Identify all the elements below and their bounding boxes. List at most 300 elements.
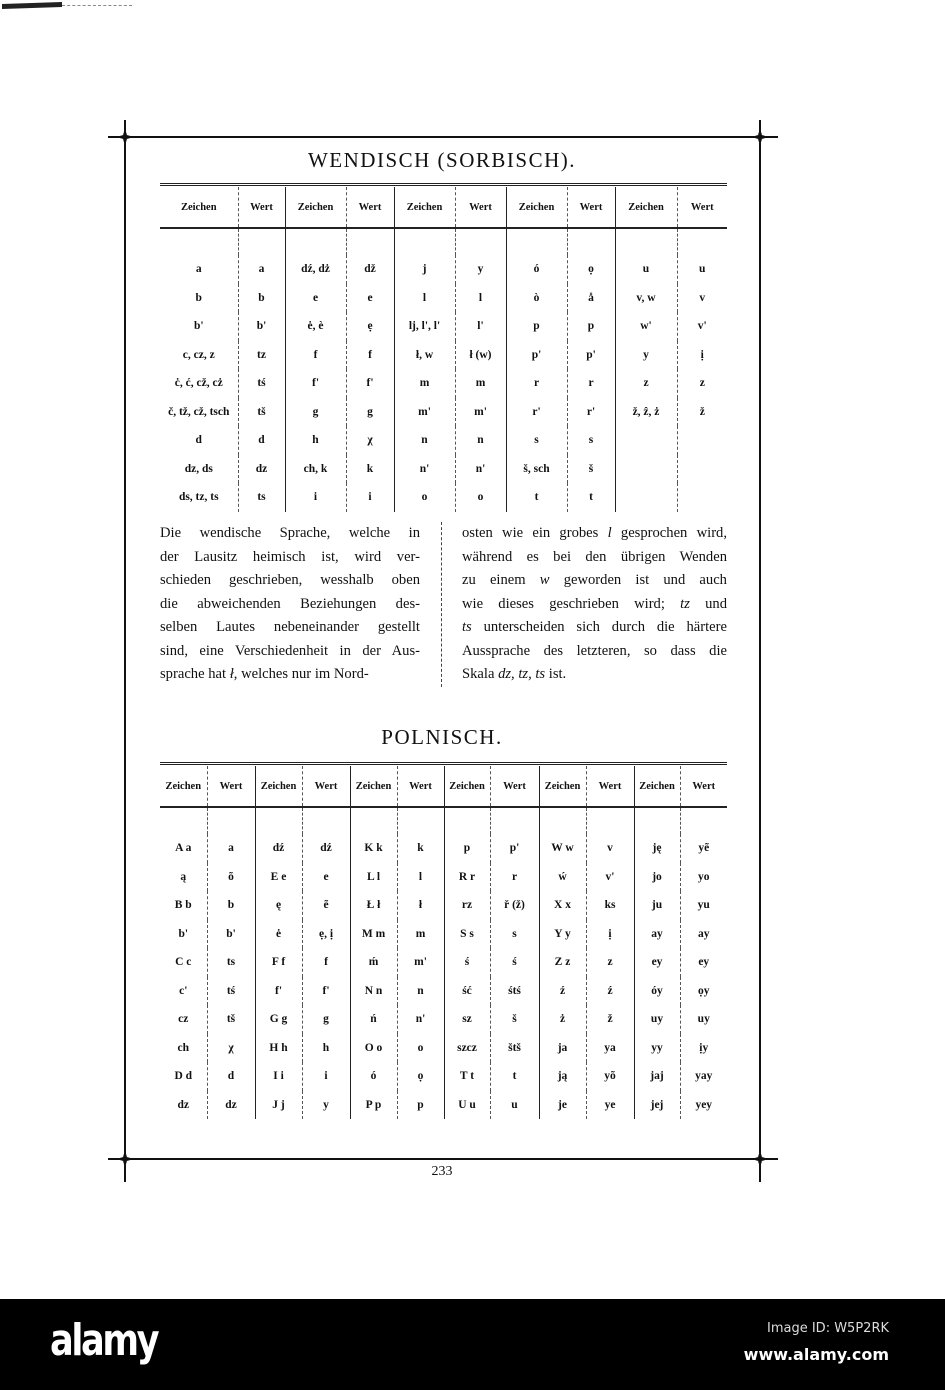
cell-zeichen: F f xyxy=(255,948,302,977)
column-header-wert: Wert xyxy=(490,766,539,807)
cell-zeichen: h xyxy=(285,426,346,455)
table-top-rule xyxy=(160,183,727,186)
text-line xyxy=(462,640,727,664)
cell-wert xyxy=(677,426,727,455)
cell-zeichen: š, sch xyxy=(506,455,567,484)
cell-wert: f' xyxy=(302,977,350,1006)
cell-zeichen: z xyxy=(615,369,677,398)
italic-text: ts xyxy=(462,619,472,635)
cell-wert: k xyxy=(346,455,394,484)
italic-text: w xyxy=(539,572,550,588)
text-line xyxy=(160,640,420,664)
cell-wert: n xyxy=(455,426,506,455)
cell-zeichen: N n xyxy=(350,977,397,1006)
cell-zeichen: b' xyxy=(178,927,189,940)
cell-wert: d xyxy=(238,426,285,455)
cell-zeichen: l xyxy=(394,284,455,313)
cell-zeichen: sz xyxy=(444,1005,490,1034)
cell-wert: m xyxy=(397,920,444,949)
cell-zeichen: ds, tz, ts xyxy=(178,491,219,504)
cell-zeichen: o xyxy=(394,483,455,512)
text-line xyxy=(462,593,727,617)
cell-zeichen: dz xyxy=(177,1098,189,1111)
cell-wert: l xyxy=(455,284,506,313)
cell-wert: p xyxy=(567,312,615,341)
cell-zeichen: je xyxy=(539,1091,586,1120)
cell-wert: š xyxy=(490,1005,539,1034)
cell-zeichen: Ł ł xyxy=(350,891,397,920)
cell-wert: e xyxy=(302,863,350,892)
cell-zeichen: a xyxy=(195,263,202,276)
table-row xyxy=(160,1034,727,1063)
cell-zeichen: ė, è xyxy=(285,312,346,341)
wendisch-alphabet-table xyxy=(160,187,727,512)
text-segment: die abweichenden Beziehungen des- xyxy=(160,595,420,612)
text-segment: unterscheiden sich durch die härtere xyxy=(471,619,727,635)
italic-text: dz, tz, ts xyxy=(498,666,546,682)
cell-wert: õ xyxy=(207,863,255,892)
image-id: Image ID: W5P2RK xyxy=(767,1321,889,1336)
cell-zeichen: ł, w xyxy=(394,341,455,370)
cell-wert: m xyxy=(455,369,506,398)
italic-text: tz xyxy=(680,595,690,612)
frame-left-rule xyxy=(124,120,126,1182)
cell-wert: ya xyxy=(586,1034,634,1063)
cell-zeichen xyxy=(615,483,677,512)
page-number: 233 xyxy=(431,1164,453,1179)
text-line xyxy=(160,616,420,640)
column-header-zeichen: Zeichen xyxy=(160,187,238,228)
cell-zeichen xyxy=(615,426,677,455)
cell-wert: yu xyxy=(680,891,727,920)
text-line xyxy=(462,663,727,687)
cell-wert: tś xyxy=(207,977,255,1006)
cell-wert: b' xyxy=(238,312,285,341)
text-segment: und xyxy=(689,595,727,612)
table-row xyxy=(160,426,727,455)
cell-wert: v xyxy=(677,284,727,313)
cell-wert: r xyxy=(490,863,539,892)
corner-ornament-icon xyxy=(118,130,132,144)
cell-wert: ẽ xyxy=(302,891,350,920)
cell-zeichen: f' xyxy=(255,977,302,1006)
column-header-wert: Wert xyxy=(677,187,727,228)
cell-zeichen: g xyxy=(285,398,346,427)
table-row xyxy=(160,1091,727,1120)
cell-zeichen: S s xyxy=(444,920,490,949)
cell-wert: b' xyxy=(207,920,255,949)
cell-zeichen: p xyxy=(444,834,490,863)
cell-zeichen: óy xyxy=(634,977,680,1006)
cell-zeichen: yy xyxy=(634,1034,680,1063)
text-segment: , welches nur im Nord- xyxy=(233,666,369,682)
cell-wert: o xyxy=(397,1034,444,1063)
cell-zeichen: v, w xyxy=(615,284,677,313)
cell-wert xyxy=(677,483,727,512)
cell-wert: l xyxy=(397,863,444,892)
text-segment: ist. xyxy=(545,666,567,682)
cell-wert: b xyxy=(238,284,285,313)
cell-zeichen: c' xyxy=(179,984,188,997)
table-row xyxy=(160,863,727,892)
cell-wert: dz xyxy=(238,455,285,484)
cell-wert: tz xyxy=(238,341,285,370)
cell-zeichen: K k xyxy=(350,834,397,863)
cell-zeichen: ją xyxy=(539,1062,586,1091)
cell-wert: yẽ xyxy=(680,834,727,863)
cell-wert: ị xyxy=(677,341,727,370)
text-line xyxy=(462,546,727,570)
cell-wert: śtś xyxy=(490,977,539,1006)
cell-zeichen: n' xyxy=(394,455,455,484)
cell-wert: t xyxy=(567,483,615,512)
cell-wert: ị xyxy=(586,920,634,949)
column-header-wert: Wert xyxy=(238,187,285,228)
cell-wert: ye xyxy=(586,1091,634,1120)
column-header-zeichen: Zeichen xyxy=(160,766,207,807)
cell-wert: b xyxy=(207,891,255,920)
cell-zeichen: č, tž, cž, tsch xyxy=(168,405,230,418)
cell-wert: e xyxy=(346,284,394,313)
text-line xyxy=(462,616,727,640)
alamy-logo: alamy xyxy=(50,1315,158,1366)
cell-zeichen: ą xyxy=(180,870,187,883)
cell-wert: r xyxy=(567,369,615,398)
cell-wert: ź xyxy=(586,977,634,1006)
cell-zeichen: uy xyxy=(634,1005,680,1034)
text-segment: zu einem xyxy=(462,572,540,588)
table-row xyxy=(160,369,727,398)
text-line xyxy=(462,522,727,546)
cell-wert: ś xyxy=(490,948,539,977)
cell-wert: ey xyxy=(680,948,727,977)
table-row xyxy=(160,1062,727,1091)
cell-zeichen: Y y xyxy=(539,920,586,949)
cell-zeichen: O o xyxy=(350,1034,397,1063)
cell-zeichen: P p xyxy=(350,1091,397,1120)
cell-wert: n xyxy=(397,977,444,1006)
cell-wert: štš xyxy=(490,1034,539,1063)
cell-zeichen: ń xyxy=(350,1005,397,1034)
cell-zeichen: f' xyxy=(285,369,346,398)
cell-zeichen: ey xyxy=(634,948,680,977)
cell-zeichen: ž, ẑ, ż xyxy=(615,398,677,427)
cell-wert: ł (w) xyxy=(455,341,506,370)
cell-wert: χ xyxy=(207,1034,255,1063)
cell-wert: tš xyxy=(238,398,285,427)
table-row xyxy=(160,920,727,949)
cell-zeichen: jej xyxy=(634,1091,680,1120)
cell-zeichen: W w xyxy=(539,834,586,863)
cell-zeichen: ė xyxy=(255,920,302,949)
cell-zeichen: ję xyxy=(634,834,680,863)
cell-zeichen: C c xyxy=(175,956,192,969)
text-segment: der Lausitz heimisch ist, wird ver- xyxy=(160,548,420,565)
cell-zeichen: ċ, ć, cž, cż xyxy=(174,377,223,390)
cell-zeichen: ju xyxy=(634,891,680,920)
table-row xyxy=(160,1005,727,1034)
cell-zeichen: ḿ xyxy=(350,948,397,977)
cell-wert: ks xyxy=(586,891,634,920)
cell-wert: p xyxy=(397,1091,444,1120)
table-row xyxy=(160,455,727,484)
cell-wert: m' xyxy=(455,398,506,427)
text-line xyxy=(462,569,727,593)
cell-wert: v' xyxy=(677,312,727,341)
cell-wert xyxy=(677,455,727,484)
corner-ornament-icon xyxy=(753,130,767,144)
cell-wert: ọ xyxy=(567,255,615,284)
cell-wert: ž xyxy=(586,1005,634,1034)
cell-zeichen: J j xyxy=(255,1091,302,1120)
cell-zeichen: ść xyxy=(444,977,490,1006)
cell-wert: ž xyxy=(677,398,727,427)
cell-zeichen: n xyxy=(394,426,455,455)
cell-zeichen: ch, k xyxy=(285,455,346,484)
column-header-zeichen: Zeichen xyxy=(615,187,677,228)
table-row xyxy=(160,977,727,1006)
table-row xyxy=(160,255,727,284)
scan-smudge xyxy=(2,2,62,9)
cell-zeichen: L l xyxy=(350,863,397,892)
cell-zeichen: ó xyxy=(506,255,567,284)
cell-zeichen: szcz xyxy=(444,1034,490,1063)
cell-wert: u xyxy=(490,1091,539,1120)
cell-zeichen: M m xyxy=(350,920,397,949)
text-segment: schieden geschrieben, wesshalb oben xyxy=(160,572,420,588)
column-divider xyxy=(441,522,442,687)
cell-wert: a xyxy=(238,255,285,284)
column-header-zeichen: Zeichen xyxy=(394,187,455,228)
footer-url: www.alamy.com xyxy=(743,1345,889,1364)
text-line xyxy=(160,593,420,617)
cell-wert: ẹ, ị xyxy=(302,920,350,949)
cell-zeichen: ay xyxy=(634,920,680,949)
cell-wert: y xyxy=(302,1091,350,1120)
cell-zeichen: dź, dż xyxy=(285,255,346,284)
paragraph-right-column xyxy=(462,522,727,687)
cell-wert: yo xyxy=(680,863,727,892)
cell-wert: yey xyxy=(680,1091,727,1120)
cell-zeichen: c, cz, z xyxy=(182,348,215,361)
cell-wert: p' xyxy=(490,834,539,863)
cell-wert: p' xyxy=(567,341,615,370)
text-line xyxy=(160,663,420,687)
cell-zeichen: G g xyxy=(255,1005,302,1034)
cell-zeichen: t xyxy=(506,483,567,512)
cell-wert: i xyxy=(302,1062,350,1091)
cell-wert: å xyxy=(567,284,615,313)
cell-zeichen: H h xyxy=(255,1034,302,1063)
text-segment: Skala xyxy=(462,666,499,682)
cell-wert: ay xyxy=(680,920,727,949)
frame-right-rule xyxy=(759,120,761,1182)
cell-wert: n' xyxy=(455,455,506,484)
text-segment: selben Lautes nebeneinander gestellt xyxy=(160,619,420,635)
column-header-zeichen: Zeichen xyxy=(255,766,302,807)
cell-zeichen: u xyxy=(615,255,677,284)
italic-text: l xyxy=(607,525,612,541)
column-header-zeichen: Zeichen xyxy=(285,187,346,228)
cell-wert: d xyxy=(207,1062,255,1091)
table-top-rule xyxy=(160,762,727,765)
text-segment: Aussprache des letzteren, so dass die xyxy=(462,642,727,659)
text-segment: geworden ist und auch xyxy=(549,572,727,588)
column-header-zeichen: Zeichen xyxy=(634,766,680,807)
cell-wert: u xyxy=(677,255,727,284)
cell-wert: f xyxy=(346,341,394,370)
column-header-wert: Wert xyxy=(586,766,634,807)
cell-wert: χ xyxy=(346,426,394,455)
cell-wert: n' xyxy=(397,1005,444,1034)
cell-wert: f' xyxy=(346,369,394,398)
cell-zeichen: lj, l', l' xyxy=(394,312,455,341)
column-header-zeichen: Zeichen xyxy=(539,766,586,807)
frame-bottom-rule xyxy=(108,1158,778,1160)
cell-wert: ọ xyxy=(397,1062,444,1091)
cell-wert: h xyxy=(302,1034,350,1063)
section-title-polnisch: POLNISCH. xyxy=(381,725,503,749)
cell-zeichen: p xyxy=(506,312,567,341)
cell-zeichen: T t xyxy=(444,1062,490,1091)
cell-zeichen: b' xyxy=(193,320,204,333)
cell-zeichen: cz xyxy=(178,1013,189,1026)
text-segment: gesprochen wird, xyxy=(611,525,727,541)
cell-wert: dz xyxy=(207,1091,255,1120)
cell-zeichen: ò xyxy=(506,284,567,313)
cell-wert: r' xyxy=(567,398,615,427)
table-row xyxy=(160,284,727,313)
cell-wert: k xyxy=(397,834,444,863)
cell-zeichen: X x xyxy=(539,891,586,920)
cell-wert: ł xyxy=(397,891,444,920)
cell-zeichen: I i xyxy=(255,1062,302,1091)
cell-wert: z xyxy=(586,948,634,977)
column-header-wert: Wert xyxy=(207,766,255,807)
cell-wert: l' xyxy=(455,312,506,341)
cell-zeichen: b xyxy=(195,291,202,304)
cell-zeichen: j xyxy=(394,255,455,284)
cell-wert: s xyxy=(490,920,539,949)
cell-wert: y xyxy=(455,255,506,284)
text-segment: osten wie ein grobes xyxy=(462,525,608,541)
cell-wert: tš xyxy=(207,1005,255,1034)
cell-zeichen: f xyxy=(285,341,346,370)
cell-wert: t xyxy=(490,1062,539,1091)
text-segment: Die wendische Sprache, welche in xyxy=(160,525,420,541)
cell-wert: m' xyxy=(397,948,444,977)
cell-zeichen: e xyxy=(285,284,346,313)
cell-zeichen: r xyxy=(506,369,567,398)
column-header-wert: Wert xyxy=(455,187,506,228)
cell-zeichen: A a xyxy=(175,842,192,855)
cell-zeichen: w' xyxy=(615,312,677,341)
column-header-zeichen: Zeichen xyxy=(506,187,567,228)
table-row xyxy=(160,891,727,920)
polnisch-alphabet-table xyxy=(160,766,727,1119)
cell-wert: yõ xyxy=(586,1062,634,1091)
column-header-zeichen: Zeichen xyxy=(350,766,397,807)
italic-text: ł xyxy=(229,666,234,682)
cell-wert: dž xyxy=(346,255,394,284)
cell-wert: š xyxy=(567,455,615,484)
cell-wert: g xyxy=(346,398,394,427)
text-line xyxy=(160,569,420,593)
cell-wert: z xyxy=(677,369,727,398)
table-row xyxy=(160,312,727,341)
cell-wert: ẹ xyxy=(346,312,394,341)
cell-zeichen: ó xyxy=(350,1062,397,1091)
column-header-wert: Wert xyxy=(397,766,444,807)
table-row xyxy=(160,834,727,863)
column-header-wert: Wert xyxy=(680,766,727,807)
cell-wert: uy xyxy=(680,1005,727,1034)
paragraph-left-column xyxy=(160,522,420,687)
cell-zeichen: jaj xyxy=(634,1062,680,1091)
cell-wert: ọy xyxy=(680,977,727,1006)
cell-zeichen: m' xyxy=(394,398,455,427)
cell-wert: tś xyxy=(238,369,285,398)
text-line xyxy=(160,522,420,546)
cell-wert: ts xyxy=(238,483,285,512)
column-header-wert: Wert xyxy=(567,187,615,228)
column-header-wert: Wert xyxy=(346,187,394,228)
cell-wert: ts xyxy=(207,948,255,977)
text-segment: während es bei den übrigen Wenden xyxy=(462,548,727,565)
cell-zeichen: U u xyxy=(444,1091,490,1120)
table-row xyxy=(160,948,727,977)
cell-wert: g xyxy=(302,1005,350,1034)
cell-wert: s xyxy=(567,426,615,455)
cell-zeichen: r' xyxy=(506,398,567,427)
cell-zeichen: ź xyxy=(539,977,586,1006)
cell-zeichen: dź xyxy=(255,834,302,863)
cell-wert: dź xyxy=(302,834,350,863)
cell-zeichen: ch xyxy=(177,1041,189,1054)
table-row xyxy=(160,398,727,427)
cell-wert: ịy xyxy=(680,1034,727,1063)
cell-zeichen: rz xyxy=(444,891,490,920)
cell-zeichen: D d xyxy=(174,1070,193,1083)
cell-zeichen: ẃ xyxy=(539,863,586,892)
cell-zeichen: R r xyxy=(444,863,490,892)
cell-wert: o xyxy=(455,483,506,512)
section-title-wendisch: WENDISCH (SORBISCH). xyxy=(307,148,576,172)
cell-zeichen: B b xyxy=(174,899,192,912)
cell-wert: v' xyxy=(586,863,634,892)
text-segment: sprache hat xyxy=(160,666,230,682)
cell-zeichen: Z z xyxy=(539,948,586,977)
cell-zeichen xyxy=(615,455,677,484)
cell-zeichen: ja xyxy=(539,1034,586,1063)
scan-smudge xyxy=(62,5,132,7)
cell-zeichen: jo xyxy=(634,863,680,892)
cell-zeichen: p' xyxy=(506,341,567,370)
cell-zeichen: ś xyxy=(444,948,490,977)
text-segment: wie dieses geschrieben wird; xyxy=(462,595,681,612)
cell-wert: a xyxy=(207,834,255,863)
cell-wert: i xyxy=(346,483,394,512)
cell-zeichen: i xyxy=(285,483,346,512)
cell-wert: f xyxy=(302,948,350,977)
table-row xyxy=(160,341,727,370)
cell-zeichen: m xyxy=(394,369,455,398)
cell-zeichen: E e xyxy=(255,863,302,892)
column-header-zeichen: Zeichen xyxy=(444,766,490,807)
cell-zeichen: ę xyxy=(255,891,302,920)
cell-zeichen: y xyxy=(615,341,677,370)
column-header-wert: Wert xyxy=(302,766,350,807)
